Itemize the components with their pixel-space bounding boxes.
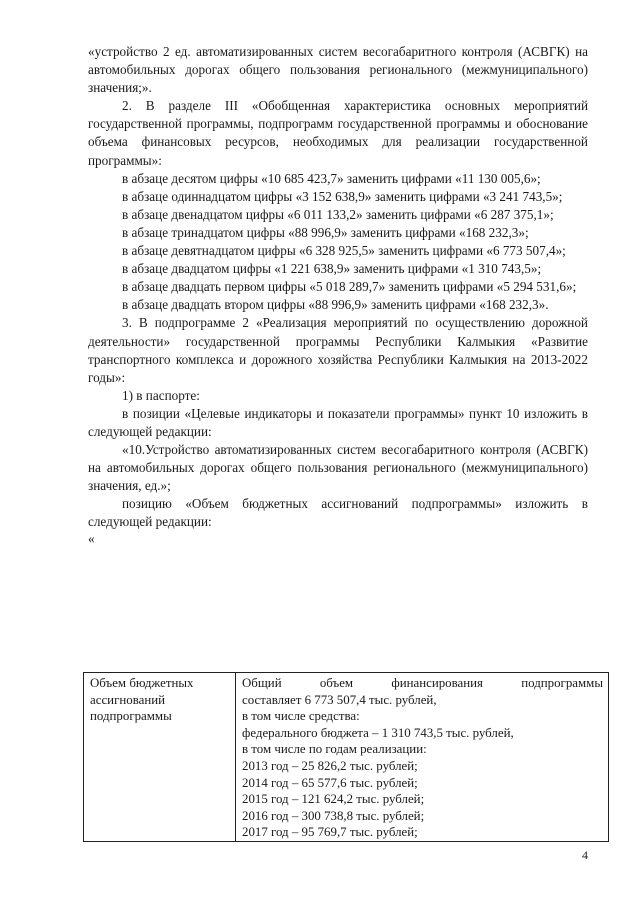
paragraph-amendment: в абзаце десятом цифры «10 685 423,7» заменить цифрами «11 130 005,6»; (122, 170, 541, 186)
paragraph-amendment: в абзаце двадцать первом цифры «5 018 289,7» заменить цифрами «5 294 531,6»; (122, 279, 577, 295)
table-row (84, 673, 609, 842)
document-body (88, 43, 588, 546)
table-label-cell: Объем бюджетных ассигнований подпрограммы (84, 673, 236, 842)
table-line: 2014 год – 65 577,6 тыс. рублей; (242, 775, 418, 790)
paragraph-position: позицию «Объем бюджетных ассигнований подпрограммы» изложить в следующей редакции: (88, 496, 588, 530)
table-line: 2013 год – 25 826,2 тыс. рублей; (242, 758, 418, 773)
paragraph-subitem: 1) в паспорте: (122, 387, 200, 403)
paragraph-section-2: 2. В разделе III «Обобщенная характеристика основных мероприятий государственной программы, подпрограмм государственной программы и обоснование объема финансовых ресурсов, необходимых для реализации государственной программы»: (88, 98, 588, 168)
budget-table (83, 672, 609, 842)
paragraph-amendment: в абзаце девятнадцатом цифры «6 328 925,5» заменить цифрами «6 773 507,4»; (122, 243, 566, 259)
paragraph-quoted-item: «10.Устройство автоматизированных систем весогабаритного контроля (АСВГК) на автомобильных дорогах общего пользования регионального (межмуниципального) значения, ед.»; (88, 442, 588, 494)
page-number: 4 (582, 848, 588, 862)
paragraph-amendment: в абзаце двадцатом цифры «1 221 638,9» заменить цифрами «1 310 743,5»; (122, 261, 542, 277)
open-quote-mark: « (88, 530, 95, 546)
paragraph-section-3: 3. В подпрограмме 2 «Реализация мероприятий по осуществлению дорожной деятельности» государственной программы Республики Калмыкия «Развитие транспортного комплекса и дорожного хозяйства Республики Калмыкия на 2013-2022 годы»: (88, 315, 588, 385)
table-line: 2017 год – 95 769,7 тыс. рублей; (242, 825, 418, 840)
paragraph-amendment: в абзаце тринадцатом цифры «88 996,9» заменить цифрами «168 232,3»; (122, 224, 529, 240)
table-line: составляет 6 773 507,4 тыс. рублей, (242, 692, 437, 707)
table-line: 2015 год – 121 624,2 тыс. рублей; (242, 792, 425, 807)
paragraph-amendment: в абзаце одиннадцатом цифры «3 152 638,9» заменить цифрами «3 241 743,5»; (122, 188, 563, 204)
table-line: в том числе по годам реализации: (242, 742, 427, 757)
table-line: Общий объем финансирования подпрограммы (242, 676, 603, 690)
table-line: в том числе средства: (242, 709, 360, 724)
paragraph-position: в позиции «Целевые индикаторы и показатели программы» пункт 10 изложить в следующей редакции: (88, 405, 588, 439)
paragraph-amendment: в абзаце двадцать втором цифры «88 996,9» заменить цифрами «168 232,3». (122, 297, 549, 313)
paragraph-continuation: «устройство 2 ед. автоматизированных систем весогабаритного контроля (АСВГК) на автомобильных дорогах общего пользования регионального (межмуниципального) значения;». (88, 44, 588, 96)
table-line: федерального бюджета – 1 310 743,5 тыс. рублей, (242, 725, 514, 740)
table-line: 2016 год – 300 738,8 тыс. рублей; (242, 808, 425, 823)
table-value-cell (236, 673, 609, 842)
paragraph-amendment: в абзаце двенадцатом цифры «6 011 133,2» заменить цифрами «6 287 375,1»; (122, 206, 554, 222)
